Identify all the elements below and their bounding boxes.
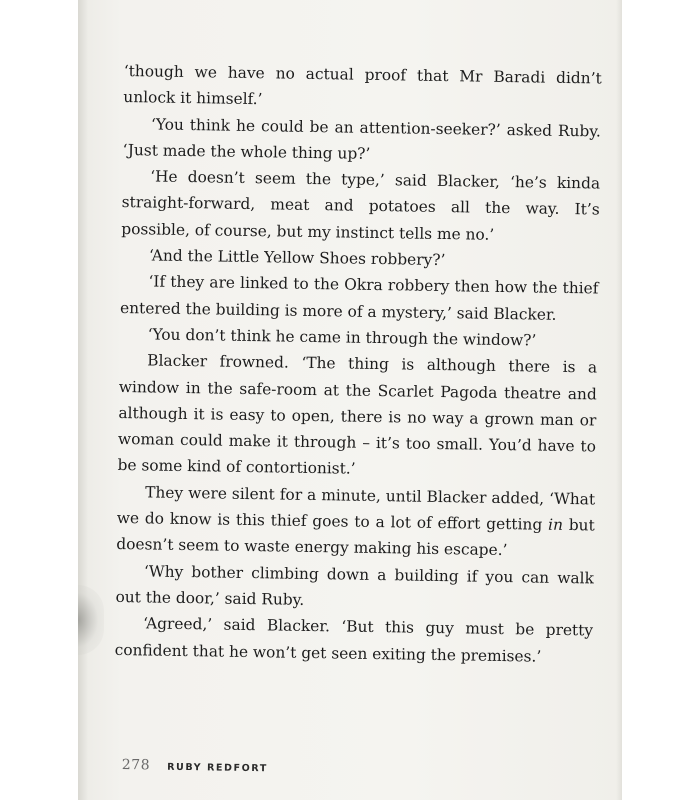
page-gutter-shadow: [78, 0, 88, 800]
page-edge-shadow: [616, 0, 622, 800]
paragraph-4: ‘And the Little Yellow Shoes robbery?’: [148, 246, 446, 270]
paragraph-9: ‘Why bother climbing down a building if you can walk out the door,’ said Ruby.: [115, 562, 595, 609]
paragraph-8-emphasis: in: [547, 515, 564, 534]
paragraph-8: [116, 479, 595, 565]
paragraph-3: ‘He doesn’t seem the type,’ said Blacker, ‘he’s kinda straight-forward, meat and potatoes all the way. It’s possible, of course, but my instinct tells me no.’: [121, 167, 601, 244]
page-body-text: [114, 58, 601, 670]
running-head: RUBY REDFORT: [167, 761, 268, 775]
paragraph-8-text-after: but doesn’t seem to waste energy making his escape.’: [116, 516, 595, 560]
paragraph-7: Blacker frowned. ‘The thing is although there is a window in the safe-room at the Scarlet Pagoda theatre and although it is easy to open, there is no way a grown man or woman could make it through – it’s too small. You’d have to be some kind of contortionist.’: [117, 351, 598, 479]
paragraph-2: ‘You think he could be an attention-seeker?’ asked Ruby. ‘Just made the whole thing up?’: [122, 115, 602, 163]
paragraph-10: ‘Agreed,’ said Blacker. ‘But this guy must be pretty confident that he won’t get seen exiting the premises.’: [114, 614, 594, 666]
paragraph-8-text-before: They were silent for a minute, until Blacker added, ‘What we do know is this thief goes to a lot of effort getting: [116, 483, 596, 534]
paragraph-6: ‘You don’t think he came in through the window?’: [147, 325, 537, 350]
paragraph-5: ‘If they are linked to the Okra robbery then how the thief entered the building is more of a mystery,’ said Blacker.: [119, 272, 599, 324]
paragraph-1: ‘though we have no actual proof that Mr Baradi didn’t unlock it himself.’: [123, 61, 602, 109]
page-number: 278: [121, 756, 151, 774]
